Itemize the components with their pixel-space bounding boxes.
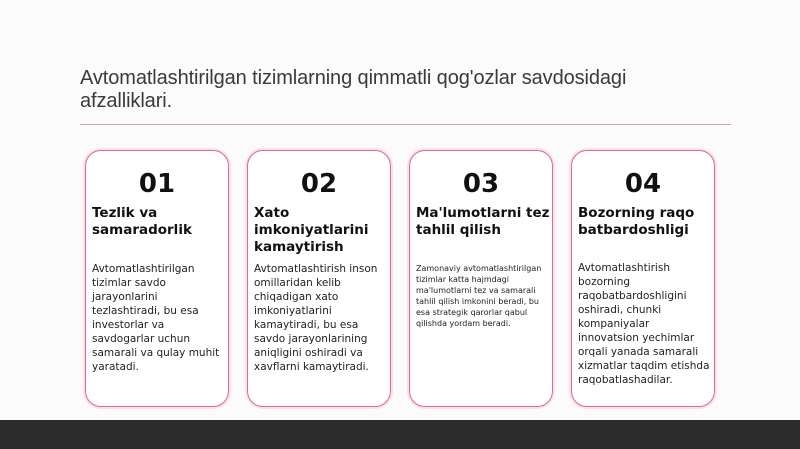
card-number: 04 [624,169,662,199]
card-number: 03 [462,169,500,199]
card-heading: Ma'lumotlarni tez tahlil qilish [416,205,550,238]
card-text: Zamonaviy avtomatlashtirilgan tizimlar katta hajmdagi ma'lumotlarni tez va samarali tahlil qilish imkonini beradi, bu esa strategik qarorlar qabul qilishda yordam beradi. [416,264,542,328]
card-fast-data-analysis [409,150,553,407]
card-heading: Tezlik va samaradorlik [92,205,192,238]
card-reduce-errors [247,150,391,407]
card-heading: Bozorning raqobatbardoshligi [578,205,695,238]
title-divider [80,124,731,125]
card-number: 02 [300,169,338,199]
slide-title: Avtomatlashtirilgan tizimlarning qimmatli qog'ozlar savdosidagi afzalliklari. [80,67,627,112]
card-speed-efficiency [85,150,229,407]
card-heading: Xato imkoniyatlarini kamaytirish [254,205,369,255]
card-text: Avtomatlashtirilgan tizimlar savdo jarayonlarini tezlashtiradi, bu esa investorlar va savdogarlar uchun samarali va qulay muhit yaratadi. [92,263,220,373]
card-text: Avtomatlashtirish inson omillaridan kelib chiqadigan xato imkoniyatlarini kamaytiradi, bu esa savdo jarayonlarining aniqligini oshiradi va xavflarni kamaytiradi. [254,263,378,373]
footer-bar [0,420,800,449]
card-number: 01 [138,169,176,199]
card-market-competitiveness [571,150,715,407]
card-text: Avtomatlashtirish bozorning raqobatbardoshligini oshiradi, chunki kompaniyalar innovatsion yechimlar orqali yanada samarali xizmatlar taqdim etishda raqobatlashadilar. [578,262,710,386]
